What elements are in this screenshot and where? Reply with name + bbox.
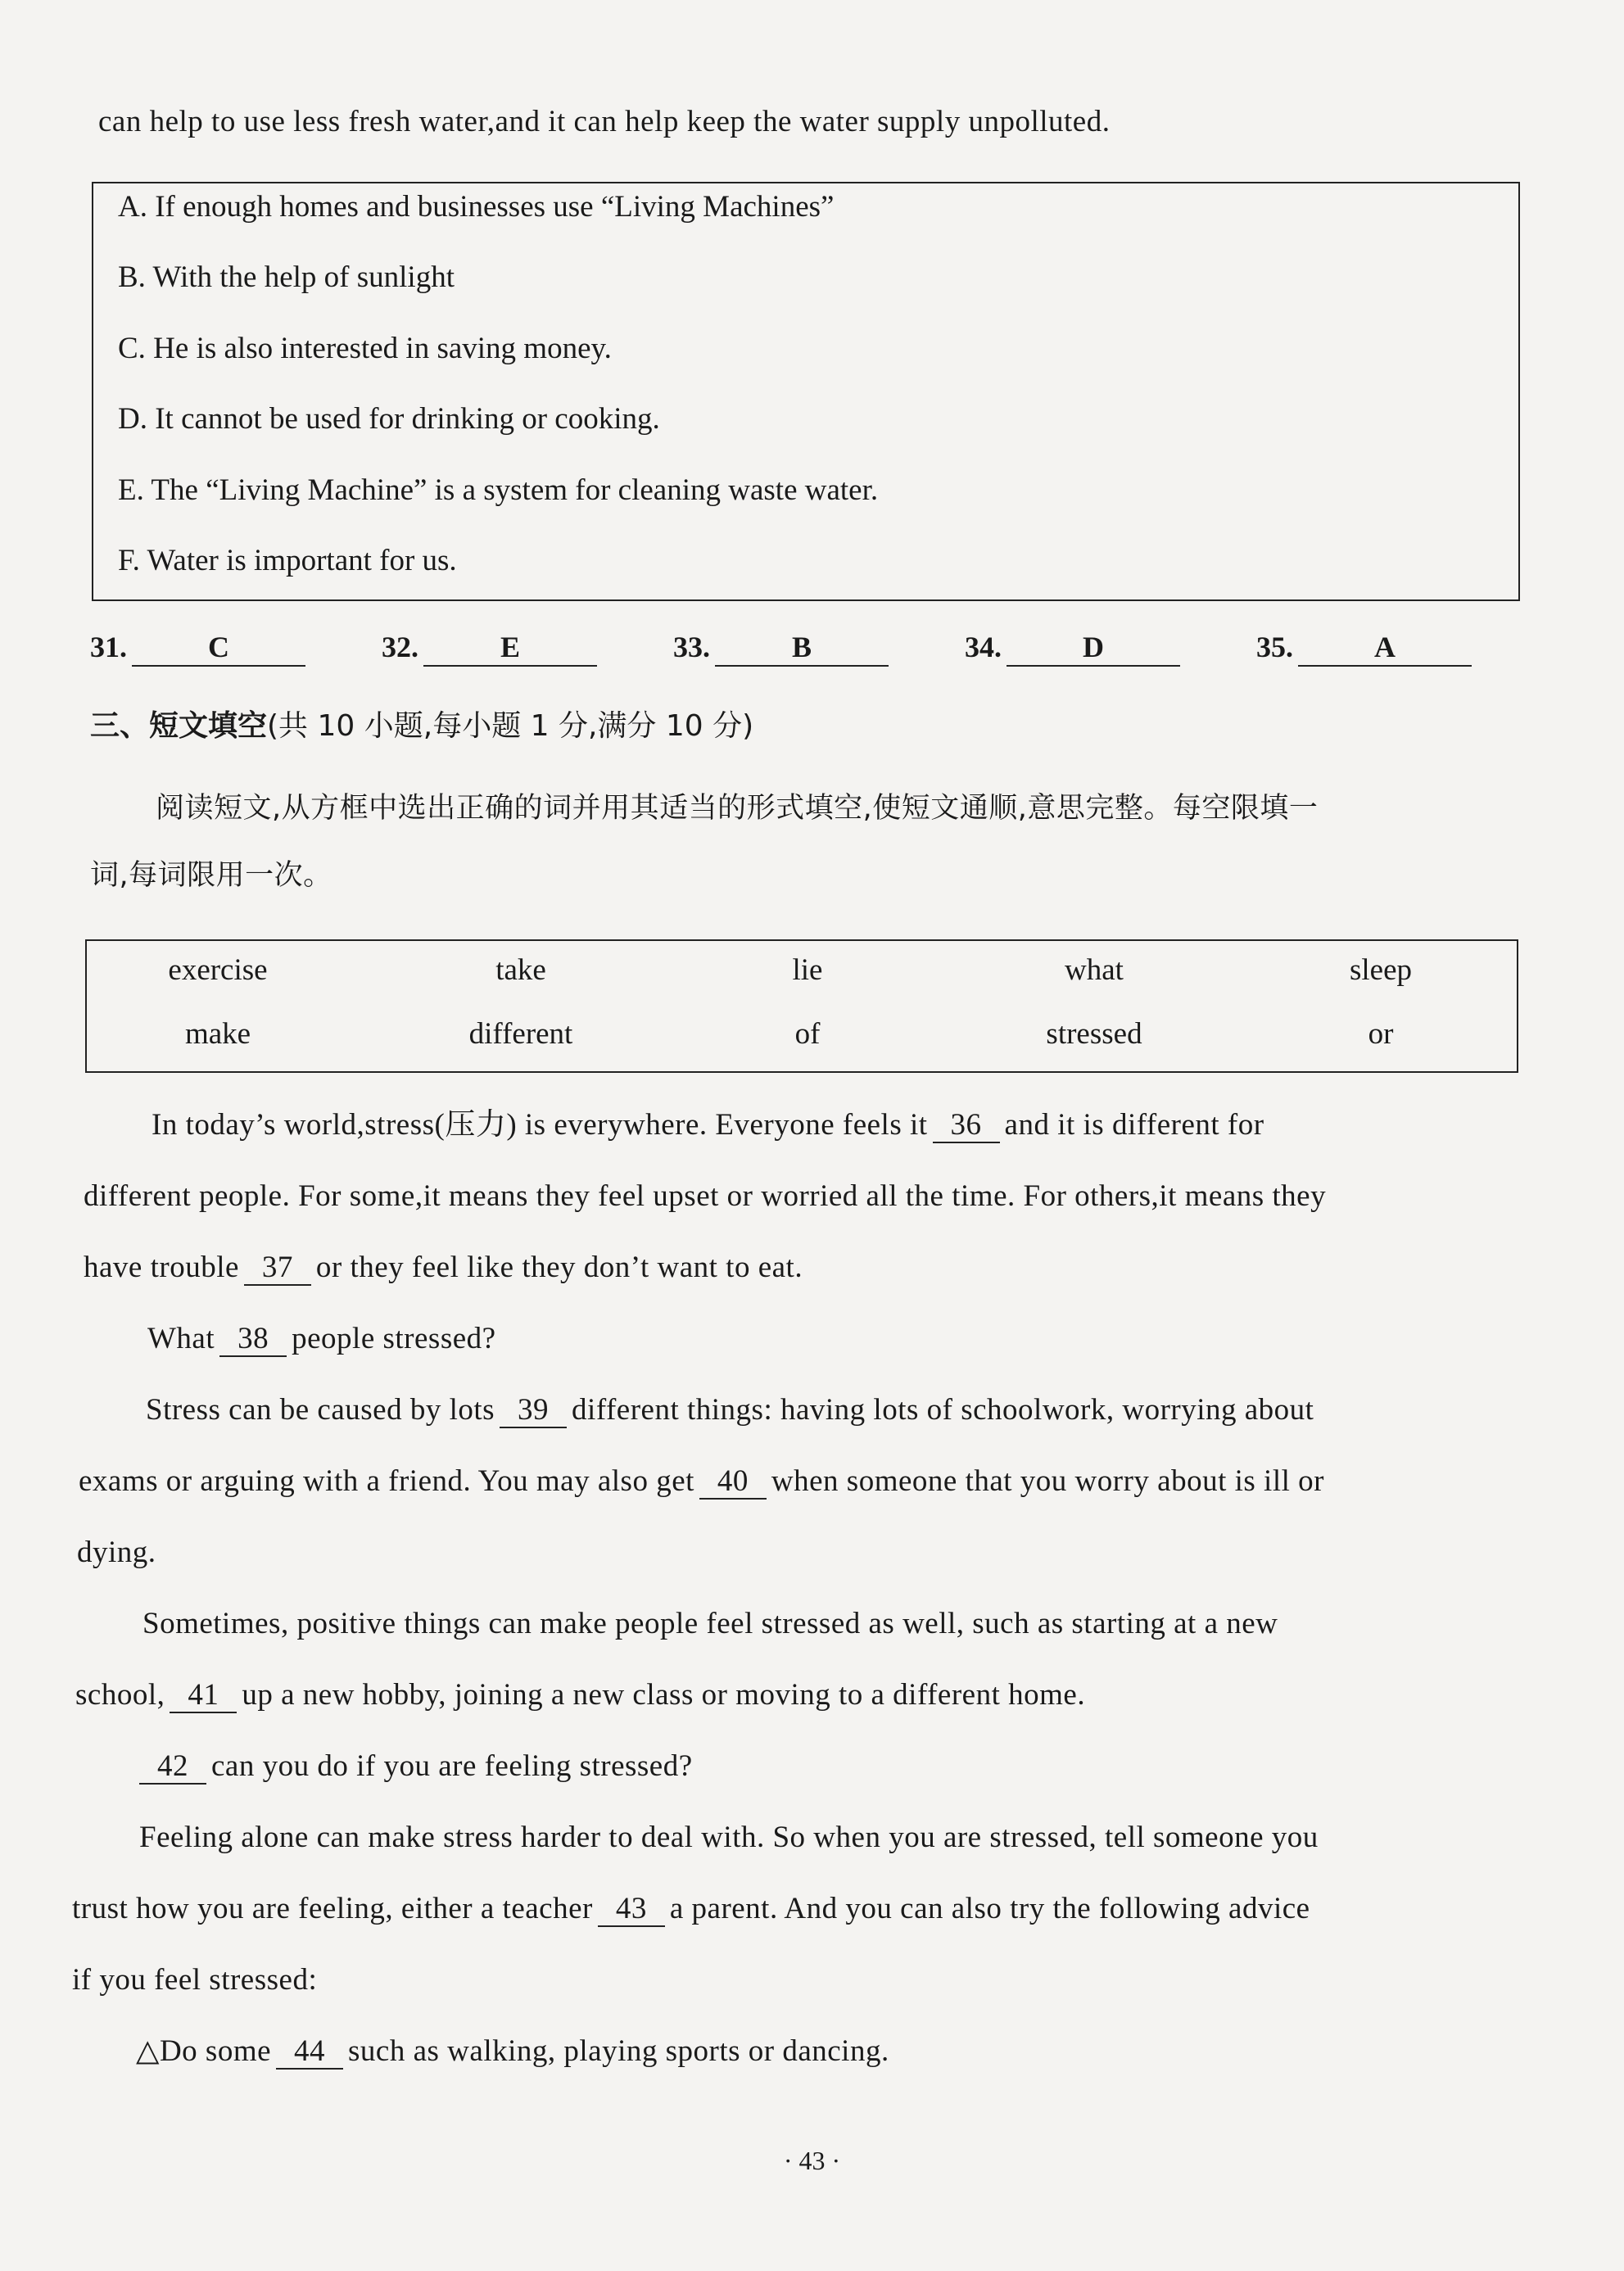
passage-text: In today’s world,stress(压力) is everywhere. Everyone feels it — [152, 1108, 928, 1142]
word-bank-item: lie — [792, 953, 823, 987]
passage-line — [75, 1676, 1085, 1715]
word-bank-item: take — [495, 953, 546, 987]
answer-number: 32. — [382, 631, 418, 663]
passage-text: when someone that you worry about is ill or — [771, 1464, 1324, 1498]
passage-text: Stress can be caused by lots — [146, 1393, 495, 1427]
section-heading — [90, 706, 753, 746]
blank-39: 39 — [500, 1394, 567, 1428]
blank-40: 40 — [699, 1465, 767, 1500]
passage-text: trust how you are feeling, either a teacher — [72, 1892, 593, 1925]
instructions-line-1: 阅读短文,从方框中选出正确的词并用其适当的形式填空,使短文通顺,意思完整。每空限填一 — [156, 792, 1319, 825]
passage-line: Feeling alone can make stress harder to deal with. So when you are stressed, tell someone you — [139, 1821, 1319, 1854]
word-bank-item: exercise — [168, 953, 268, 987]
answer-value: E — [423, 629, 597, 667]
answer-number: 31. — [90, 631, 127, 663]
passage-line: if you feel stressed: — [72, 1963, 318, 1997]
intro-line: can help to use less fresh water,and it can help keep the water supply unpolluted. — [98, 105, 1111, 138]
passage-text: △Do some — [136, 2034, 272, 2068]
passage-text: school, — [75, 1678, 165, 1712]
passage-text: What — [147, 1322, 215, 1355]
word-bank-item: of — [794, 1017, 821, 1051]
passage-line — [136, 2032, 889, 2071]
answer-number: 34. — [965, 631, 1002, 663]
passage-text: or they feel like they don’t want to eat. — [315, 1251, 803, 1284]
passage-line: dying. — [77, 1536, 156, 1569]
passage-text: people stressed? — [292, 1322, 496, 1355]
blank-43: 43 — [598, 1893, 665, 1927]
word-bank-box — [85, 939, 1518, 1073]
passage-text: a parent. And you can also try the following advice — [669, 1892, 1310, 1925]
blank-44: 44 — [276, 2035, 343, 2070]
option-a: A. If enough homes and businesses use “Living Machines” — [118, 190, 835, 224]
page-number: · 43 · — [783, 2146, 841, 2175]
word-bank-item: make — [184, 1017, 251, 1051]
passage-text: can you do if you are feeling stressed? — [211, 1749, 693, 1783]
answer-35 — [1256, 629, 1472, 667]
blank-37: 37 — [244, 1251, 311, 1286]
answer-34 — [965, 629, 1180, 667]
option-e: E. The “Living Machine” is a system for cleaning waste water. — [118, 473, 879, 507]
blank-42: 42 — [139, 1750, 206, 1785]
blank-38: 38 — [219, 1323, 287, 1357]
word-bank-item: different — [468, 1017, 573, 1051]
blank-41: 41 — [170, 1679, 237, 1713]
word-bank-item: what — [1065, 953, 1124, 987]
blank-36: 36 — [933, 1109, 1000, 1143]
answer-33 — [673, 629, 889, 667]
answer-number: 33. — [673, 631, 710, 663]
section-title: 三、短文填空 — [90, 709, 268, 743]
passage-text: and it is different for — [1004, 1108, 1264, 1142]
instructions-line-2: 词,每词限用一次。 — [90, 859, 332, 892]
answer-value: A — [1298, 629, 1472, 667]
section-subtitle: (共 10 小题,每小题 1 分,满分 10 分) — [267, 709, 754, 743]
passage-text: such as walking, playing sports or dancing. — [348, 2034, 889, 2068]
answer-value: D — [1007, 629, 1180, 667]
passage-line — [139, 1747, 693, 1786]
answer-value: B — [715, 629, 889, 667]
answer-number: 35. — [1256, 631, 1293, 663]
passage-line — [146, 1391, 1314, 1430]
passage-line — [147, 1319, 496, 1359]
option-f: F. Water is important for us. — [118, 544, 457, 577]
passage-text: up a new hobby, joining a new class or moving to a different home. — [242, 1678, 1086, 1712]
word-bank-item: stressed — [1046, 1017, 1142, 1051]
passage-line: Sometimes, positive things can make people feel stressed as well, such as starting at a new — [142, 1607, 1278, 1640]
option-b: B. With the help of sunlight — [118, 260, 455, 294]
word-bank-item: sleep — [1349, 953, 1413, 987]
option-c: C. He is also interested in saving money. — [118, 332, 612, 365]
answer-32 — [382, 629, 597, 667]
passage-line: different people. For some,it means they feel upset or worried all the time. For others,it means they — [84, 1179, 1327, 1213]
options-box — [92, 182, 1520, 601]
passage-line — [152, 1106, 1264, 1145]
word-bank-item: or — [1368, 1017, 1394, 1051]
passage-line — [79, 1462, 1324, 1501]
passage-text: exams or arguing with a friend. You may also get — [79, 1464, 694, 1498]
passage-line — [84, 1248, 803, 1287]
option-d: D. It cannot be used for drinking or cooking. — [118, 402, 660, 436]
passage-text: have trouble — [84, 1251, 239, 1284]
answer-31 — [90, 629, 305, 667]
answer-value: C — [132, 629, 305, 667]
passage-text: different things: having lots of schoolwork, worrying about — [572, 1393, 1314, 1427]
passage-line — [72, 1889, 1310, 1929]
